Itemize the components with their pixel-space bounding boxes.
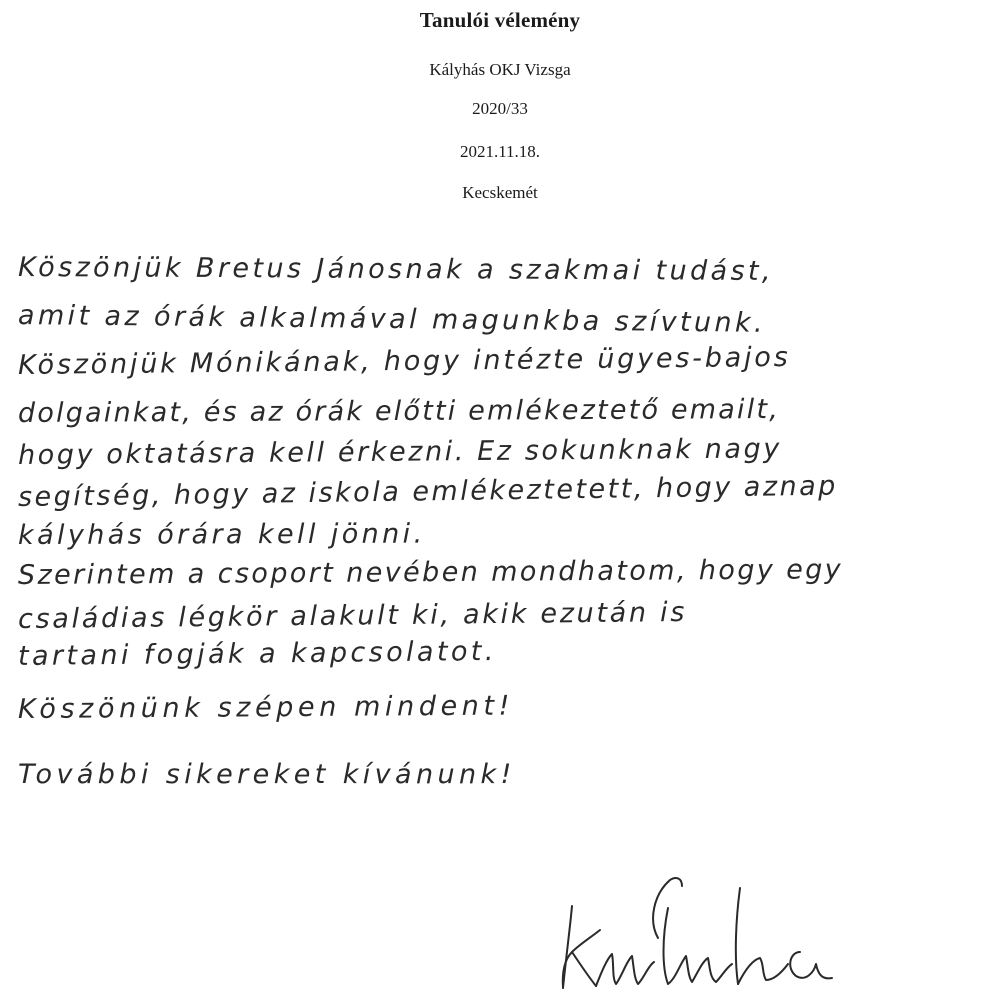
letter-line: hogy oktatásra kell érkezni. Ez sokunknak nagy (17, 433, 783, 471)
letter-line: tartani fogják a kapcsolatot. (17, 635, 497, 672)
group-code: 2020/33 (472, 99, 528, 118)
letter-line: További sikereket kívánunk! (18, 759, 516, 790)
letter-line: Köszönjük Mónikának, hogy intézte ügyes-bajos (17, 341, 791, 381)
letter-line: kályhás órára kell jönni. (17, 518, 426, 551)
handwritten-signature (550, 868, 860, 993)
letter-line: segítség, hogy az iskola emlékeztetett, hogy aznap (17, 470, 839, 513)
letter-line: amit az órák alkalmával magunkba szívtunk. (17, 300, 767, 339)
letter-line: Köszönünk szépen mindent! (17, 690, 515, 725)
document-date: 2021.11.18. (459, 142, 541, 161)
letter-line: családias légkör alakult ki, akik ezután is (17, 596, 688, 635)
letter-line: Köszönjük Bretus Jánosnak a szakmai tudást, (17, 252, 775, 287)
letter-line: dolgainkat, és az órák előtti emlékeztető emailt, (17, 394, 781, 429)
document-title: Tanulói vélemény (419, 8, 581, 32)
course-name: Kályhás OKJ Vizsga (429, 60, 571, 79)
document-city: Kecskemét (462, 183, 538, 202)
letter-line: Szerintem a csoport nevében mondhatom, hogy egy (17, 554, 844, 591)
